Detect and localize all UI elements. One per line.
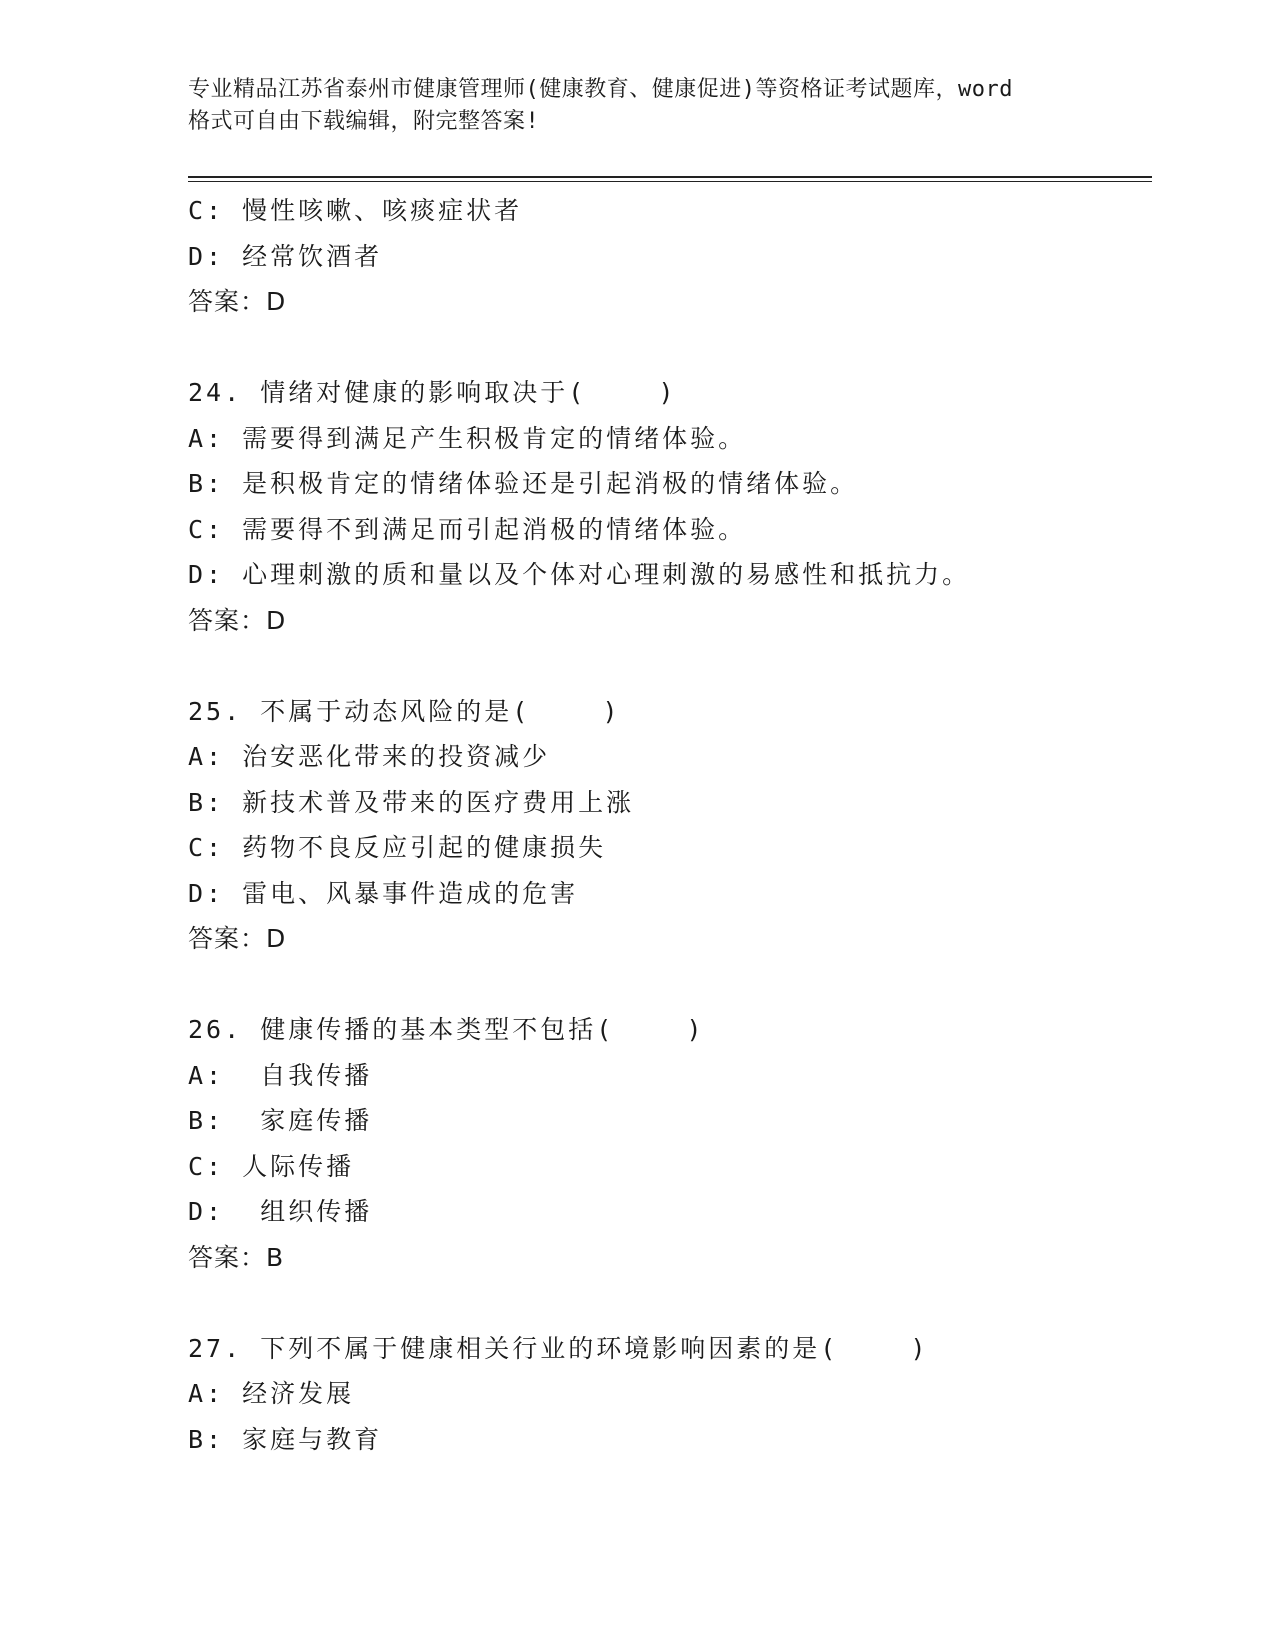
option-c: C: 人际传播 [188, 1151, 355, 1181]
question-block-24 [188, 370, 1188, 643]
page-header [188, 74, 1088, 138]
header-divider [188, 176, 1152, 178]
option-b: B: 家庭与教育 [188, 1424, 383, 1454]
answer-line: 答案：D [188, 605, 287, 635]
option-c: C: 药物不良反应引起的健康损失 [188, 833, 607, 862]
option-b: B: 是积极肯定的情绪体验还是引起消极的情绪体验。 [188, 469, 859, 498]
answer-line: 答案：D [188, 924, 287, 953]
question-list [188, 188, 1188, 1462]
option-a: A: 需要得到满足产生积极肯定的情绪体验。 [188, 423, 747, 453]
question-block-prev [188, 188, 1188, 325]
option-b: B: 新技术普及带来的医疗费用上涨 [188, 787, 635, 817]
question-block-25 [188, 689, 1188, 962]
question-stem: 26. 健康传播的基本类型不包括( ) [188, 1015, 705, 1044]
answer-line: 答案：B [188, 1242, 285, 1272]
option-d: D: 经常饮酒者 [188, 241, 383, 271]
option-d: D: 心理刺激的质和量以及个体对心理刺激的易感性和抵抗力。 [188, 560, 971, 589]
question-stem: 27. 下列不属于健康相关行业的环境影响因素的是( ) [188, 1333, 929, 1363]
option-d: D: 雷电、风暴事件造成的危害 [188, 878, 579, 908]
header-line-2: 格式可自由下载编辑，附完整答案! [188, 109, 540, 134]
answer-line: 答案：D [188, 287, 287, 316]
question-stem: 25. 不属于动态风险的是( ) [188, 696, 621, 726]
header-line-1: 专业精品江苏省泰州市健康管理师(健康教育、健康促进)等资格证考试题库，word [188, 77, 1013, 102]
header-divider-thin [188, 181, 1152, 182]
option-d: D: 组织传播 [188, 1197, 373, 1226]
question-stem: 24. 情绪对健康的影响取决于( ) [188, 378, 677, 407]
option-a: A: 自我传播 [188, 1060, 373, 1090]
option-a: A: 治安恶化带来的投资减少 [188, 742, 551, 771]
question-block-27 [188, 1326, 1188, 1463]
option-b: B: 家庭传播 [188, 1106, 373, 1135]
question-block-26 [188, 1007, 1188, 1280]
option-a: A: 经济发展 [188, 1379, 355, 1408]
option-c: C: 需要得不到满足而引起消极的情绪体验。 [188, 514, 747, 544]
option-c: C: 慢性咳嗽、咳痰症状者 [188, 196, 523, 225]
